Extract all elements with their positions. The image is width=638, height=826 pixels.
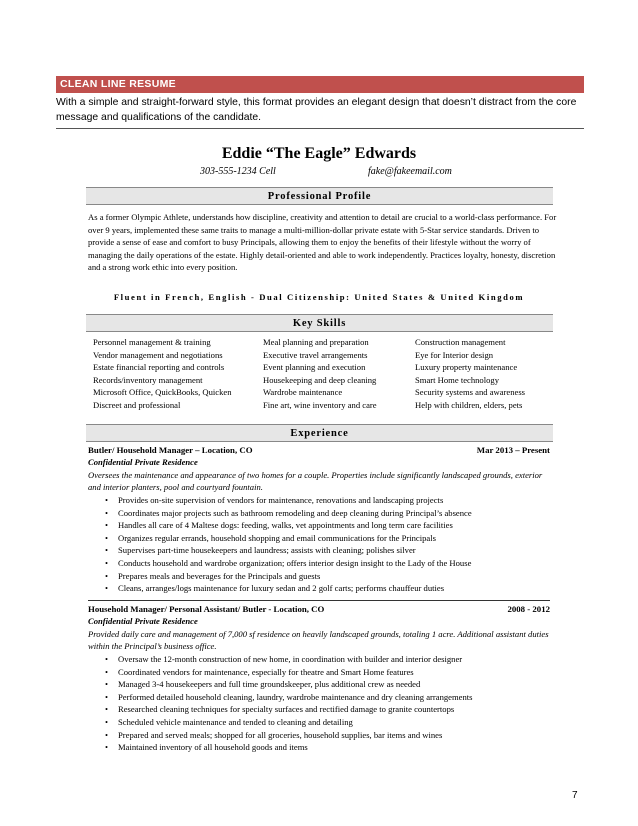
intro-text: With a simple and straight-forward style, this format provides an elegant design that doesn’t distract from the core message and qualifications of the candidate. — [56, 95, 584, 129]
skill-item: Meal planning and preparation — [263, 337, 369, 347]
skill-item: Eye for Interior design — [415, 349, 494, 360]
job-details — [88, 615, 550, 653]
job-header — [88, 603, 550, 616]
list-item: • Prepared and served meals; shopped for all groceries, household supplies, bar items and wines — [105, 729, 555, 742]
email-address: fake@fakeemail.com — [368, 166, 452, 177]
employer-name: Confidential Private Residence — [88, 616, 198, 626]
list-item: • Prepares meals and beverages for the Principals and guests — [105, 570, 555, 583]
skill-item: Discreet and professional — [93, 399, 181, 410]
skill-item: Luxury property maintenance — [415, 362, 518, 373]
skill-item: Fine art, wine inventory and care — [263, 399, 377, 410]
skills-column-3 — [415, 336, 525, 412]
employer-name: Confidential Private Residence — [88, 457, 198, 467]
skill-item: Housekeeping and deep cleaning — [263, 374, 377, 385]
divider — [88, 600, 550, 601]
skills-heading: Key Skills — [86, 314, 553, 332]
experience-heading: Experience — [86, 424, 553, 442]
skill-item: Vendor management and negotiations — [93, 349, 223, 360]
skill-item: Wardrobe maintenance — [263, 387, 343, 398]
skill-item: Smart Home technology — [415, 374, 500, 385]
profile-heading: Professional Profile — [86, 187, 553, 205]
job-title: Household Manager/ Personal Assistant/ Butler - Location, CO — [88, 604, 325, 614]
list-item: • Performed detailed household cleaning, laundry, wardrobe maintenance and dry cleaning arrangements — [105, 691, 555, 704]
skill-item: Records/inventory management — [93, 374, 203, 385]
list-item: • Oversaw the 12-month construction of new home, in coordination with builder and interior designer — [105, 653, 555, 666]
languages-citizenship: Fluent in French, English - Dual Citizenship: United States & United Kingdom — [113, 292, 525, 302]
list-item: • Provides on-site supervision of vendors for maintenance, renovations and landscaping projects — [105, 494, 555, 507]
job-dates: 2008 - 2012 — [507, 604, 550, 614]
list-item: • Coordinated vendors for maintenance, especially for theatre and Smart Home features — [105, 666, 555, 679]
list-item: • Maintained inventory of all household goods and items — [105, 741, 555, 754]
list-item: • Cleans, arranges/logs maintenance for luxury sedan and 2 golf carts; performs chauffeur duties — [105, 582, 555, 595]
list-item: • Scheduled vehicle maintenance and tended to cleaning and detailing — [105, 716, 555, 729]
skill-item: Microsoft Office, QuickBooks, Quicken — [93, 387, 232, 398]
job-summary: Provided daily care and management of 7,000 sf residence on heavily landscaped grounds, totaling 1 acre. Additional assistant duties within the Principal’s business office. — [88, 628, 549, 652]
profile-text: As a former Olympic Athlete, understands how discipline, creativity and attention to detail are crucial to a world-class performance. For over 9 years, implemented these same traits to manage a multi-million-dollar private estate with 5-Star service standards. Driven to provide a sense of ease and comfort to busy Principals, allowing them to enjoy the benefits of their lifestyle without the worry of managing the daily operations of the estate. Highly detail-oriented and able to work independently. Practices loyalty, honesty, discretion and a strong work ethic into every position. — [88, 212, 557, 273]
skills-column-2 — [263, 336, 377, 412]
section-banner: CLEAN LINE RESUME — [56, 76, 584, 93]
list-item: • Supervises part-time housekeepers and laundress; assists with cleaning; polishes silver — [105, 544, 555, 557]
job-bullet-list — [105, 653, 555, 754]
job-header — [88, 444, 550, 457]
job-summary: Oversees the maintenance and appearance of two homes for a couple. Properties include significantly landscaped grounds, exterior and interior planters, pool and courtyard fountain. — [88, 469, 543, 493]
list-item: • Coordinates major projects such as bathroom remodeling and deep cleaning during Principal’s absence — [105, 507, 555, 520]
job-details — [88, 456, 550, 494]
job-dates: Mar 2013 – Present — [476, 445, 550, 455]
list-item: • Organizes regular errands, household shopping and email communications for the Principals — [105, 532, 555, 545]
skill-item: Construction management — [415, 337, 506, 347]
list-item: • Researched cleaning techniques for specialty surfaces and rectified damage to granite countertops — [105, 703, 555, 716]
skill-item: Personnel management & training — [93, 337, 211, 347]
list-item: • Handles all care of 4 Maltese dogs: feeding, walks, vet appointments and long term care facilities — [105, 519, 555, 532]
skill-item: Executive travel arrangements — [263, 349, 368, 360]
job-title: Butler/ Household Manager – Location, CO — [88, 445, 253, 455]
skill-item: Estate financial reporting and controls — [93, 362, 225, 373]
skill-item: Help with children, elders, pets — [415, 399, 523, 410]
skill-item: Event planning and execution — [263, 362, 366, 373]
job-bullet-list — [105, 494, 555, 595]
page-number: 7 — [572, 790, 578, 801]
skills-column-1 — [93, 336, 232, 412]
list-item: • Conducts household and wardrobe organization; offers interior design insight to the Lady of the House — [105, 557, 555, 570]
phone-number: 303-555-1234 Cell — [200, 166, 276, 177]
skill-item: Security systems and awareness — [415, 387, 526, 398]
candidate-name: Eddie “The Eagle” Edwards — [221, 145, 417, 162]
list-item: • Managed 3-4 housekeepers and full time groundskeeper, plus additional crew as needed — [105, 678, 555, 691]
